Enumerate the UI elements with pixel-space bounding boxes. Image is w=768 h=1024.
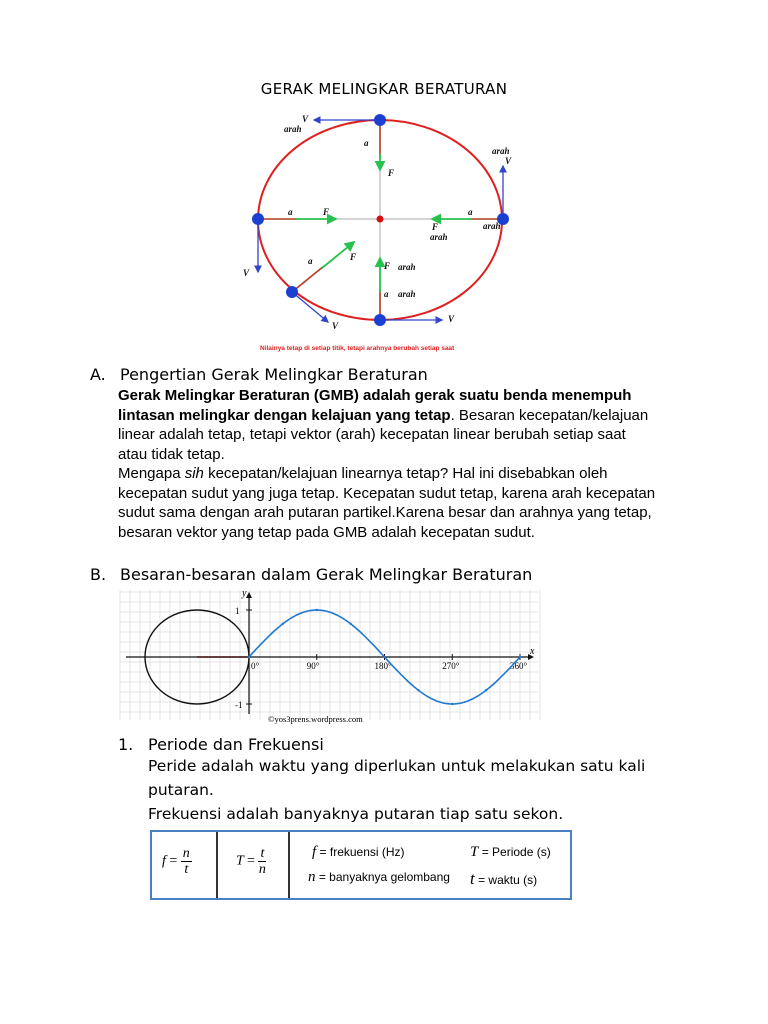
def-t-text: = Periode (s) <box>481 845 551 859</box>
sine-data-point <box>485 689 487 691</box>
def-f-symbol: f <box>312 844 317 860</box>
chart-credit: ©yos3prens.wordpress.com <box>268 714 363 724</box>
center-point <box>377 216 384 223</box>
frequency-formula <box>162 846 192 877</box>
table-divider <box>288 832 290 898</box>
sine-data-point <box>248 656 250 658</box>
sine-wave-chart <box>118 588 542 728</box>
definition-n <box>308 869 450 886</box>
label-fs: F <box>323 207 330 217</box>
sine-data-point <box>316 609 318 611</box>
denominator: t <box>184 862 189 877</box>
section-b-title: Besaran-besaran dalam Gerak Melingkar Beraturan <box>120 565 533 584</box>
label-arah: arah <box>483 221 501 231</box>
y-axis-arrow <box>246 592 252 598</box>
label-fs: F <box>432 222 439 232</box>
why-question-post: kecepatan/kelajuan linearnya tetap? Hal ini disebabkan oleh kecepatan sudut yang juga tetap. Kecepatan sudut tetap, karena arah kecepatan sudut sama dengan arah putaran partikel.Karena besar dan arahnya yang tetap, besaran vektor yang tetap pada GMB adalah kecepatan sudut. <box>118 465 656 541</box>
formula-table <box>150 830 572 900</box>
section-a-paragraph-2 <box>118 464 658 542</box>
label-arah: arah <box>430 232 448 242</box>
def-f-text: = frekuensi (Hz) <box>319 845 405 859</box>
point-top <box>374 114 386 126</box>
section-b-marker: B. <box>90 565 107 584</box>
subsection-1-marker: 1. <box>118 735 134 754</box>
y-axis-label: y <box>242 588 247 599</box>
label-as: a <box>308 256 313 266</box>
definition-t <box>470 869 537 889</box>
why-question-italic: sih <box>184 465 204 482</box>
def-n-symbol: n <box>308 869 316 885</box>
x-tick-label: 180° <box>374 661 392 671</box>
sine-data-point <box>349 623 351 625</box>
label-fs: F <box>384 261 391 271</box>
label-v: V <box>302 114 309 124</box>
fraction <box>258 846 266 877</box>
equals-sign: = <box>247 853 255 869</box>
sine-data-point <box>519 656 521 658</box>
accel-vector-lower-left <box>292 266 324 292</box>
why-question-pre: Mengapa <box>118 465 185 482</box>
section-a-body <box>118 386 658 542</box>
equals-sign: = <box>169 853 178 869</box>
x-tick-label: 270° <box>442 661 460 671</box>
denominator: n <box>258 862 266 877</box>
label-arah: arah <box>284 124 302 134</box>
label-fs: F <box>388 168 395 178</box>
gmb-definition-cont: . Besaran kecepatan/kelajuan linear adalah tetap, tetapi vektor (arah) kecepatan linear berubah setiap saat atau tidak tetap. <box>118 406 649 463</box>
section-b-heading <box>90 565 532 584</box>
label-as: a <box>364 138 369 148</box>
sine-data-point <box>417 689 419 691</box>
y-tick-label: -1 <box>235 700 243 710</box>
label-v: V <box>505 156 512 166</box>
def-t-small-text: = waktu (s) <box>478 873 538 887</box>
point-left <box>252 213 264 225</box>
section-a-heading <box>90 365 428 384</box>
x-tick-label: 90° <box>306 661 320 671</box>
label-as: a <box>384 289 389 299</box>
sine-data-point <box>282 623 284 625</box>
section-a-paragraph-1 <box>118 386 658 464</box>
gmb-definition: Gerak Melingkar Beraturan (GMB) adalah gerak suatu benda menempuh lintasan melingkar dengan kelajuan yang tetap <box>118 387 632 424</box>
subsection-1-heading <box>118 735 324 754</box>
label-arah: arah <box>492 146 510 156</box>
def-n-text: = banyaknya gelombang <box>318 870 450 884</box>
sine-data-point <box>383 656 385 658</box>
page-title: GERAK MELINGKAR BERATURAN <box>260 80 508 98</box>
circular-motion-diagram <box>240 108 530 356</box>
fraction <box>181 846 192 877</box>
frequency-definition: Frekuensi adalah banyaknya putaran tiap satu sekon. <box>148 805 564 823</box>
x-axis-label: x <box>530 646 535 657</box>
def-t-symbol: T <box>470 844 479 860</box>
label-arah: arah <box>398 289 416 299</box>
label-fs: F <box>350 252 357 262</box>
section-a-title: Pengertian Gerak Melingkar Beraturan <box>120 365 428 384</box>
label-as: a <box>468 207 473 217</box>
label-as: a <box>288 207 293 217</box>
x-tick-label: 0° <box>251 661 260 671</box>
label-v: V <box>448 314 455 324</box>
sine-data-point <box>451 703 453 705</box>
period-definition: Peride adalah waktu yang diperlukan untuk melakukan satu kali putaran. <box>148 757 646 799</box>
t-symbol: T <box>236 853 244 869</box>
label-v: V <box>332 321 339 331</box>
section-a-marker: A. <box>90 365 106 384</box>
numerator: t <box>260 846 265 861</box>
subsection-1-title: Periode dan Frekuensi <box>148 735 324 754</box>
x-tick-label: 360° <box>510 661 528 671</box>
subsection-1-body <box>148 754 668 826</box>
diagram-caption: Nilainya tetap di setiap titik, tetapi arahnya berubah setiap saat <box>260 345 455 352</box>
definition-f <box>312 844 405 861</box>
f-symbol: f <box>162 853 166 869</box>
velocity-vector-lower-left <box>292 292 328 322</box>
definition-T <box>470 844 551 861</box>
label-arah: arah <box>398 262 416 272</box>
period-formula <box>236 846 266 877</box>
point-lower-left <box>286 286 298 298</box>
numerator: n <box>182 846 190 861</box>
y-tick-label: 1 <box>235 606 240 616</box>
def-t-small-symbol: t <box>470 869 475 888</box>
point-bottom <box>374 314 386 326</box>
table-divider <box>216 832 218 898</box>
label-v: V <box>243 268 250 278</box>
